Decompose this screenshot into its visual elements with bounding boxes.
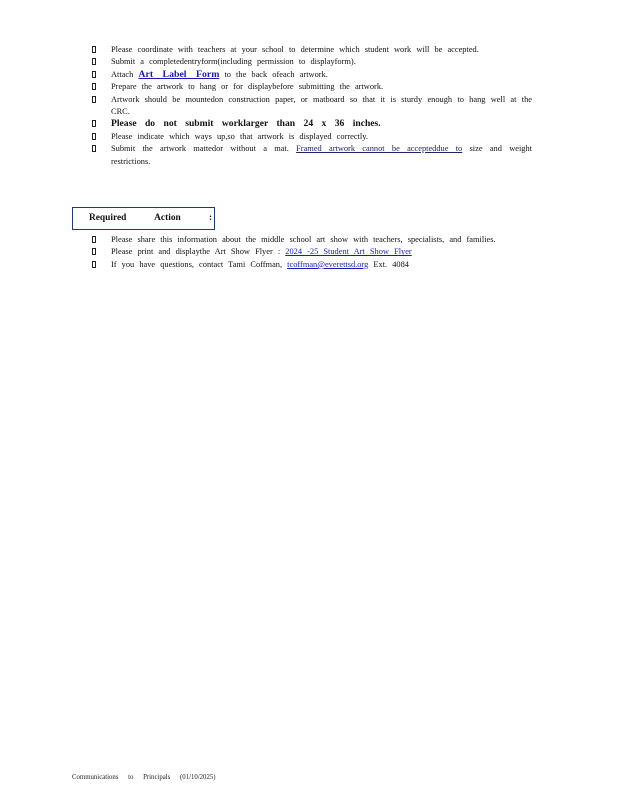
list-item (92, 69, 532, 81)
required-action-heading: Required Action : (72, 207, 215, 230)
bullet-icon (92, 236, 96, 243)
bullet-icon (92, 96, 96, 103)
list-item-text: Submit a completedentryform(including permission to displayform). (111, 57, 356, 67)
list-item (92, 234, 528, 246)
page-footer: Communications to Principals (01/10/2025) (72, 774, 216, 781)
bullet-icon (92, 120, 96, 127)
list-item-text: Please coordinate with teachers at your school to determine which student work will be accepted. (111, 45, 479, 54)
bullet-icon (92, 58, 96, 65)
art-label-form-link[interactable]: Art Label Form (138, 68, 220, 80)
list-item-text: Please print and displaythe Art Show Flyer : (111, 247, 281, 257)
size-limit-notice: Please do not submit worklarger than 24 x 36 inches. (111, 118, 381, 130)
contact-email-link[interactable]: tcoffman@everettsd.org (287, 259, 369, 269)
list-item (92, 56, 532, 68)
list-item-text: Submit the artwork mattedor without a mat. (111, 144, 289, 154)
list-item-text: size and weight restrictions. (111, 144, 532, 166)
list-item (92, 81, 532, 93)
bullet-icon (92, 133, 96, 140)
list-item (92, 118, 532, 130)
required-action-list (92, 234, 528, 271)
list-item-text: to the back ofeach artwork. (224, 69, 328, 79)
art-show-flyer-link[interactable]: 2024 -25 Student Art Show Flyer (285, 247, 412, 257)
list-item-text: Attach (111, 69, 134, 79)
list-item-text: Please share this information about the middle school art show with teachers, specialists, and families. (111, 235, 496, 244)
list-item (92, 94, 532, 119)
list-item-text: Prepare the artwork to hang or for displaybefore submitting the artwork. (111, 82, 384, 92)
bullet-icon (92, 248, 96, 255)
bullet-icon (92, 71, 96, 78)
list-item (92, 143, 532, 168)
bullet-icon (92, 145, 96, 152)
bullet-icon (92, 46, 96, 53)
list-item (92, 259, 528, 271)
list-item-text: Ext. 4084 (373, 259, 409, 269)
bullet-icon (92, 83, 96, 90)
list-item-text: Please indicate which ways up,so that artwork is displayed correctly. (111, 131, 368, 141)
list-item-text: Artwork should be mountedon construction paper, or matboard so that it is sturdy enough to hang well at the CRC. (111, 94, 532, 117)
list-item-text: If you have questions, contact Tami Coffman, (111, 259, 283, 269)
framed-artwork-note-link[interactable]: Framed artwork cannot be accepteddue to (296, 144, 463, 154)
submission-guidelines-list (92, 44, 532, 168)
bullet-icon (92, 261, 96, 268)
list-item (92, 44, 532, 56)
list-item (92, 246, 528, 258)
list-item (92, 131, 532, 143)
